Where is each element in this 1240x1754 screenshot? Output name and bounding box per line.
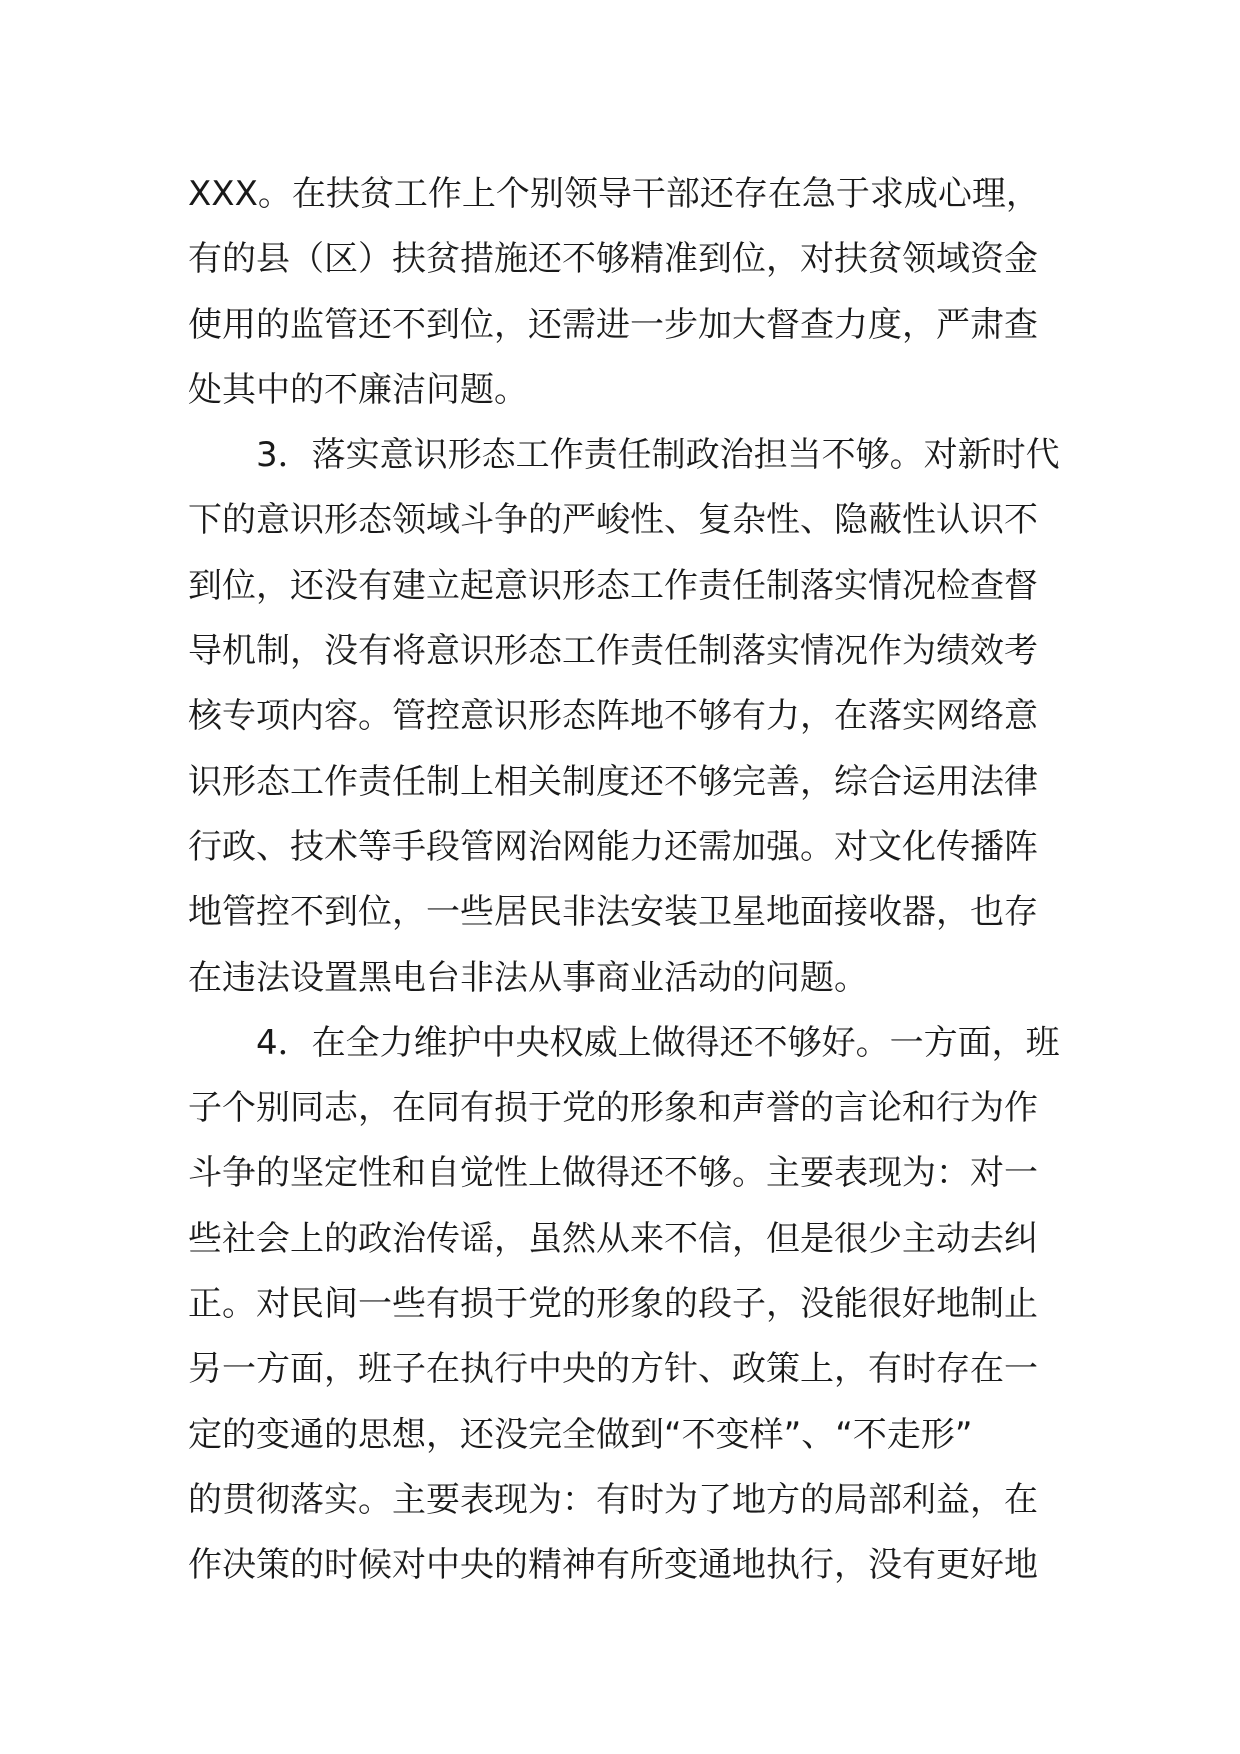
text-line: 在违法设置黑电台非法从事商业活动的问题。 bbox=[188, 957, 868, 998]
text-line: 的贯彻落实。主要表现为：有时为了地方的局部利益，在 bbox=[188, 1479, 1038, 1520]
text-line: 斗争的坚定性和自觉性上做得还不够。主要表现为：对一 bbox=[188, 1153, 1038, 1194]
text-line: 下的意识形态领域斗争的严峻性、复杂性、隐蔽性认识不 bbox=[188, 500, 1038, 541]
text-line: 导机制，没有将意识形态工作责任制落实情况作为绩效考 bbox=[188, 631, 1038, 672]
text-line: 处其中的不廉洁问题。 bbox=[188, 369, 528, 410]
text-line: 定的变通的思想，还没完全做到“不变样”、“不走形” bbox=[188, 1414, 973, 1455]
text-line: 正。对民间一些有损于党的形象的段子，没能很好地制止 bbox=[188, 1284, 1038, 1325]
text-line: 核专项内容。管控意识形态阵地不够有力，在落实网络意 bbox=[188, 696, 1038, 737]
text-line: 到位，还没有建立起意识形态工作责任制落实情况检查督 bbox=[188, 565, 1038, 606]
text-line: 有的县（区）扶贫措施还不够精准到位，对扶贫领域资金 bbox=[188, 239, 1038, 280]
text-line: 另一方面，班子在执行中央的方针、政策上，有时存在一 bbox=[188, 1349, 1038, 1390]
text-line: 行政、技术等手段管网治网能力还需加强。对文化传播阵 bbox=[188, 826, 1038, 867]
text-line: 使用的监管还不到位，还需进一步加大督查力度，严肃查 bbox=[188, 304, 1038, 345]
text-line: 识形态工作责任制上相关制度还不够完善，综合运用法律 bbox=[188, 761, 1038, 802]
body-text bbox=[188, 162, 1058, 1599]
text-line: 作决策的时候对中央的精神有所变通地执行，没有更好地 bbox=[188, 1545, 1038, 1586]
text-line: 些社会上的政治传谣，虽然从来不信，但是很少主动去纠 bbox=[188, 1218, 1038, 1259]
text-line: 地管控不到位，一些居民非法安装卫星地面接收器，也存 bbox=[188, 892, 1038, 933]
text-line: 子个别同志，在同有损于党的形象和声誉的言论和行为作 bbox=[188, 1088, 1038, 1129]
section-heading-line: 4．在全力维护中央权威上做得还不够好。一方面，班 bbox=[256, 1022, 1060, 1063]
section-heading-line: 3．落实意识形态工作责任制政治担当不够。对新时代 bbox=[256, 435, 1060, 476]
text-line: XXX。在扶贫工作上个别领导干部还存在急于求成心理， bbox=[188, 174, 1040, 214]
